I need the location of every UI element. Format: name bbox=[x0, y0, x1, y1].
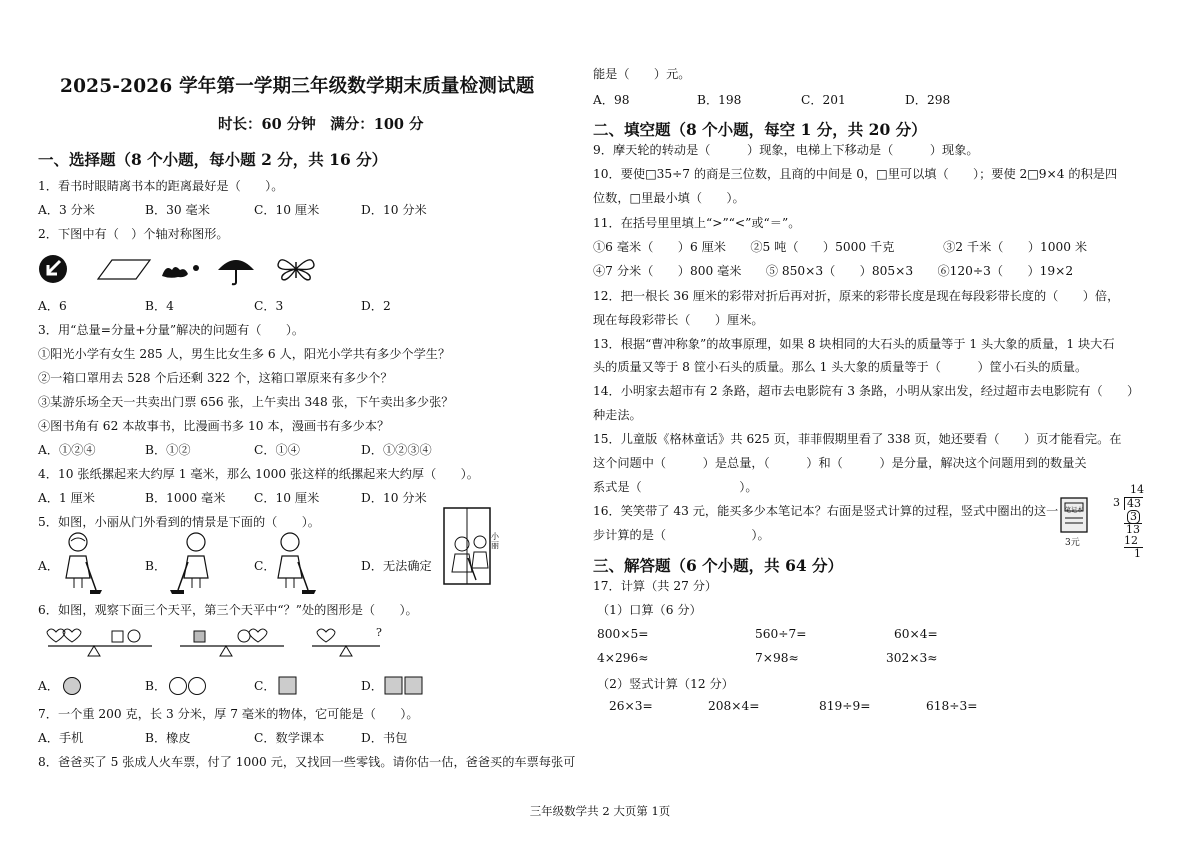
q1-option-b[interactable]: B．30 毫米 bbox=[145, 203, 210, 217]
balance-scale-2 bbox=[180, 629, 284, 656]
animals-icon bbox=[162, 265, 199, 278]
section-2-heading: 二、填空题（8 个小题，每空 1 分，共 20 分） bbox=[593, 120, 927, 139]
fill-line-6: ④7 分米（ ）800 毫米 ⑤ 850×3（ ）805×3 ⑥120÷3（ ）19×2 bbox=[593, 264, 1074, 278]
fill-line-4: 11．在括号里里填上“>”“<”或“＝”。 bbox=[593, 216, 801, 230]
q2-option-d[interactable]: D．2 bbox=[361, 299, 391, 313]
ld-remainder: 1 bbox=[1124, 547, 1143, 560]
question-4-stem: 4．10 张纸摞起来大约厚 1 毫米，那么 1000 张这样的纸摞起来大约厚（ ）。 bbox=[38, 467, 479, 481]
q17-oral-title: （1）口算（6 分） bbox=[597, 603, 702, 617]
two-squares-icon bbox=[384, 676, 426, 696]
vertical-item-2[interactable]: 208×4= bbox=[708, 699, 760, 713]
q2-figures bbox=[38, 252, 328, 286]
umbrella-icon bbox=[218, 260, 254, 284]
question-mark-label: ? bbox=[376, 626, 382, 639]
fill-line-2: 10．要使□35÷7 的商是三位数，且商的中间是 0，□里可以填（ ）；要使 2□9×4 的积是四 bbox=[593, 167, 1118, 181]
q5-option-c[interactable]: C． bbox=[254, 559, 276, 573]
q5-option-a[interactable]: A． bbox=[38, 559, 59, 573]
q3-option-d[interactable]: D．①②③④ bbox=[361, 443, 432, 457]
long-division bbox=[1107, 484, 1167, 564]
ld-step-2: 12 bbox=[1124, 534, 1138, 547]
q7-option-c[interactable]: C．数学课本 bbox=[254, 731, 325, 745]
fill-line-11: 14．小明家去超市有 2 条路，超市去电影院有 3 条路，小明从家出发，经过超市去电影院有（ ） bbox=[593, 384, 1140, 398]
fill-line-16: 16．笑笑带了 43 元，能买多少本笔记本？右面是竖式计算的过程，竖式中圈出的这一 bbox=[593, 504, 1059, 518]
girl-sweeping-front-icon bbox=[62, 532, 102, 596]
q17-vertical-title: （2）竖式计算（12 分） bbox=[597, 677, 734, 691]
ld-remainder-1: 13 bbox=[1126, 523, 1140, 536]
question-6-stem: 6．如图，观察下面三个天平，第三个天平中“？”处的图形是（ ）。 bbox=[38, 603, 418, 617]
question-8-stem-line1: 8．爸爸买了 5 张成人火车票，付了 1000 元，又找回一些零钱。请你估一估，爸爸买的车票每张可 bbox=[38, 755, 576, 769]
fill-line-9: 13．根据“曹冲称象”的故事原理，如果 8 块相同的大石头的质量等于 1 头大象的质量，1 块大石 bbox=[593, 337, 1115, 351]
q3-item-1: ①阳光小学有女生 285 人，男生比女生多 6 人，阳光小学共有多少个学生？ bbox=[38, 347, 451, 361]
q3-option-b[interactable]: B．①② bbox=[145, 443, 191, 457]
section-3-heading: 三、解答题（6 个小题，共 64 分） bbox=[593, 556, 844, 575]
q5-option-d[interactable]: D．无法确定 bbox=[361, 559, 432, 573]
q4-option-c[interactable]: C．10 厘米 bbox=[254, 491, 320, 505]
q4-option-b[interactable]: B．1000 毫米 bbox=[145, 491, 226, 505]
q2-option-b[interactable]: B．4 bbox=[145, 299, 174, 313]
q3-item-4: ④图书角有 62 本故事书，比漫画书多 10 本，漫画书有多少本？ bbox=[38, 419, 390, 433]
notebook-icon bbox=[1059, 496, 1091, 534]
question-1-stem: 1．看书时眼睛离书本的距离最好是（ ）。 bbox=[38, 179, 284, 193]
notebook-price: 3元 bbox=[1065, 538, 1080, 548]
fill-line-15: 系式是（ ）。 bbox=[593, 480, 758, 494]
two-circles-icon bbox=[168, 676, 210, 696]
q2-option-c[interactable]: C．3 bbox=[254, 299, 284, 313]
ld-step-1-circled: 3 bbox=[1127, 510, 1140, 524]
question-2-stem: 2．下图中有（ ）个轴对称图形。 bbox=[38, 227, 229, 241]
q7-option-d[interactable]: D．书包 bbox=[361, 731, 408, 745]
butterfly-icon bbox=[278, 260, 314, 280]
notebook-label: 笔记本 bbox=[1065, 507, 1084, 514]
oral-item-5[interactable]: 7×98≈ bbox=[755, 651, 799, 665]
ld-divisor: 3 bbox=[1113, 496, 1120, 509]
ld-quotient: 14 bbox=[1130, 483, 1144, 496]
q3-item-3: ③某游乐场全天一共卖出门票 656 张，上午卖出 348 张，下午卖出多少张？ bbox=[38, 395, 454, 409]
question-7-stem: 7．一个重 200 克，长 3 分米，厚 7 毫米的物体，它可能是（ ）。 bbox=[38, 707, 419, 721]
q1-option-a[interactable]: A．3 分米 bbox=[38, 203, 95, 217]
fill-line-1: 9．摩天轮的转动是（ ）现象，电梯上下移动是（ ）现象。 bbox=[593, 143, 979, 157]
q6-option-c[interactable]: C． bbox=[254, 679, 276, 693]
q2-option-a[interactable]: A．6 bbox=[38, 299, 67, 313]
oral-item-1[interactable]: 800×5= bbox=[597, 627, 649, 641]
square-shape-icon bbox=[278, 676, 298, 696]
fill-line-17: 步计算的是（ ）。 bbox=[593, 528, 770, 542]
q3-option-a[interactable]: A．①②④ bbox=[38, 443, 96, 457]
fill-line-12: 种走法。 bbox=[593, 408, 642, 422]
fill-line-8: 现在每段彩带长（ ）厘米。 bbox=[593, 313, 764, 327]
page-footer: 三年级数学共 2 大页第 1页 bbox=[529, 804, 671, 818]
q6-option-a[interactable]: A． bbox=[38, 679, 59, 693]
question-5-stem: 5．如图，小丽从门外看到的情景是下面的（ ）。 bbox=[38, 515, 320, 529]
q3-option-c[interactable]: C．①④ bbox=[254, 443, 300, 457]
q5-option-b[interactable]: B． bbox=[145, 559, 167, 573]
q3-item-2: ②一箱口罩用去 528 个后还剩 322 个，这箱口罩原来有多少个？ bbox=[38, 371, 393, 385]
balance-scale-1 bbox=[47, 629, 152, 656]
q7-option-a[interactable]: A．手机 bbox=[38, 731, 84, 745]
circle-arrow-icon bbox=[39, 255, 67, 283]
question-3-stem: 3．用“总量=分量+分量”解决的问题有（ ）。 bbox=[38, 323, 305, 337]
circle-shape-icon bbox=[62, 676, 84, 696]
q1-option-c[interactable]: C．10 厘米 bbox=[254, 203, 320, 217]
balance-scale-3 bbox=[312, 629, 380, 656]
q4-option-a[interactable]: A．1 厘米 bbox=[38, 491, 95, 505]
fill-line-14: 这个问题中（ ）是总量，（ ）和（ ）是分量，解决这个问题用到的数量关 bbox=[593, 456, 1087, 470]
oral-item-3[interactable]: 60×4= bbox=[894, 627, 938, 641]
fill-line-3: 位数，□里最小填（ ）。 bbox=[593, 191, 745, 205]
q8-option-a[interactable]: A．98 bbox=[593, 93, 630, 107]
q7-option-b[interactable]: B．橡皮 bbox=[145, 731, 191, 745]
door-label: 小丽 bbox=[491, 532, 499, 550]
q6-option-b[interactable]: B． bbox=[145, 679, 167, 693]
q17-title: 17．计算（共 27 分） bbox=[593, 579, 718, 593]
vertical-item-3[interactable]: 819÷9= bbox=[819, 699, 871, 713]
q1-option-d[interactable]: D．10 分米 bbox=[361, 203, 427, 217]
fill-line-7: 12．把一根长 36 厘米的彩带对折后再对折，原来的彩带长度是现在每段彩带长度的（ ）倍， bbox=[593, 289, 1120, 303]
balance-scales bbox=[44, 624, 384, 658]
vertical-item-4[interactable]: 618÷3= bbox=[926, 699, 978, 713]
girl-sweeping-back-right-icon bbox=[276, 532, 320, 596]
fill-line-10: 头的质量又等于 8 筐小石头的质量。那么 1 头大象的质量等于（ ）筐小石头的质量。 bbox=[593, 360, 1088, 374]
q8-option-c[interactable]: C．201 bbox=[801, 93, 846, 107]
section-1-heading: 一、选择题（8 个小题，每小题 2 分，共 16 分） bbox=[38, 150, 388, 169]
vertical-item-1[interactable]: 26×3= bbox=[609, 699, 653, 713]
exam-title: 2025-2026 学年第一学期三年级数学期末质量检测试题 bbox=[60, 76, 535, 97]
oral-item-2[interactable]: 560÷7= bbox=[755, 627, 807, 641]
question-8-stem-line2: 能是（ ）元。 bbox=[593, 67, 691, 81]
q6-option-d[interactable]: D． bbox=[361, 679, 383, 693]
girl-sweeping-back-left-icon bbox=[170, 532, 214, 596]
exam-subtitle: 时长：60 分钟 满分：100 分 bbox=[218, 116, 424, 133]
oral-item-4[interactable]: 4×296≈ bbox=[597, 651, 649, 665]
fill-line-5: ①6 毫米（ ）6 厘米 ②5 吨（ ）5000 千克 ③2 千米（ ）1000 米 bbox=[593, 240, 1088, 254]
oral-item-6[interactable]: 302×3≈ bbox=[886, 651, 938, 665]
parallelogram-icon bbox=[98, 260, 150, 279]
q8-option-b[interactable]: B．198 bbox=[697, 93, 742, 107]
ld-dividend: 43 bbox=[1124, 497, 1143, 510]
q8-option-d[interactable]: D．298 bbox=[905, 93, 951, 107]
fill-line-13: 15．儿童版《格林童话》共 625 页，菲菲假期里看了 338 页，她还要看（ ）页才能看完。在 bbox=[593, 432, 1122, 446]
q4-option-d[interactable]: D．10 分米 bbox=[361, 491, 427, 505]
